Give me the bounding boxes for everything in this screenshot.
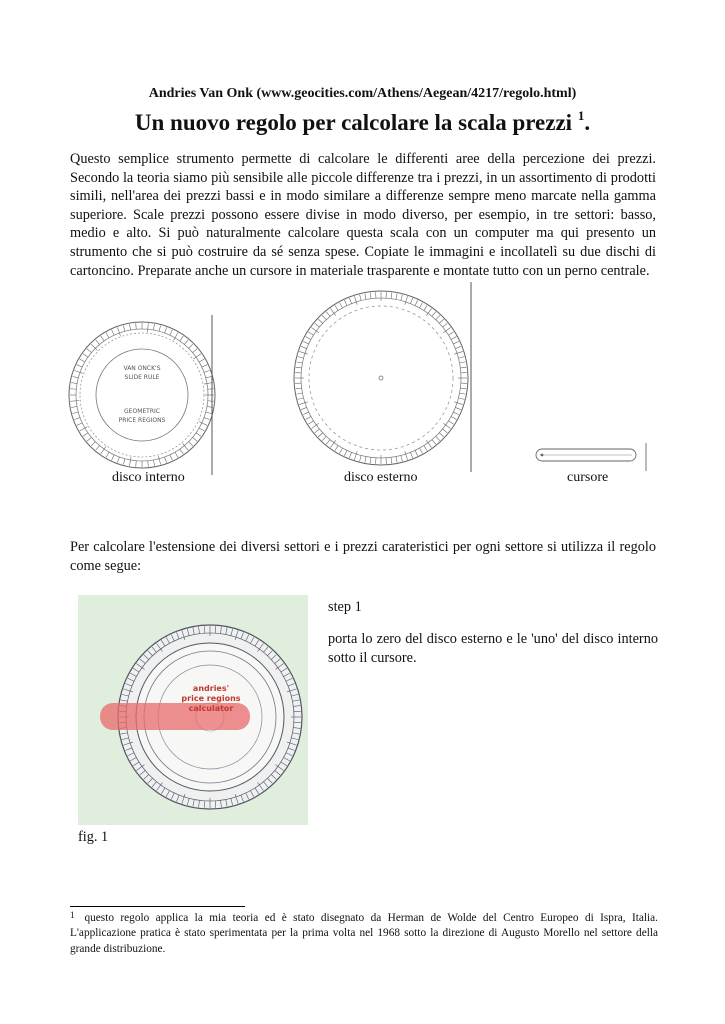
- title-footnote-ref: 1: [577, 108, 585, 123]
- scale-tick: [301, 407, 307, 409]
- scale-tick: [170, 455, 173, 460]
- scale-tick: [101, 447, 106, 454]
- scale-tick: [396, 457, 397, 463]
- scale-tick: [194, 354, 201, 359]
- inner-disc-line4: PRICE REGIONS: [118, 417, 166, 424]
- scale-tick: [458, 357, 464, 358]
- scale-tick: [74, 418, 80, 420]
- scale-tick: [180, 336, 183, 341]
- scale-tick: [443, 423, 450, 428]
- scale-tick: [410, 298, 412, 304]
- title-end: .: [584, 110, 591, 135]
- scale-tick: [70, 389, 76, 390]
- scale-tick: [460, 367, 466, 368]
- step1-label: step 1: [328, 599, 362, 615]
- scale-tick: [101, 336, 104, 341]
- footnote-divider: [70, 906, 245, 907]
- scale-tick: [117, 327, 120, 335]
- scale-tick: [439, 319, 443, 323]
- scale-tick: [335, 305, 338, 310]
- scale-tick: [370, 457, 371, 463]
- scale-tick: [453, 412, 458, 415]
- author-line: Andries Van Onk (www.geocities.com/Athens/Aegean/4217/regolo.html): [148, 86, 577, 101]
- scale-tick: [360, 455, 361, 461]
- scale-tick: [83, 433, 88, 436]
- scale-tick: [415, 300, 418, 305]
- scale-tick: [426, 308, 431, 315]
- outer-disc-image: [288, 282, 478, 472]
- scale-tick: [340, 303, 343, 308]
- scale-tick: [401, 295, 402, 301]
- scale-tick: [436, 315, 440, 319]
- intro-paragraph: Questo semplice strumento permette di calcolare le differenti aree della percezione dei prezzi. Secondo la teoria siamo più sensibile alle piccole differenze tra i prezzi, in un assortimento di prodotti simili, nell'area dei prezzi bassi e in modo similare a differenze sempre meno marcate nella gamma superiore. Scale prezzi possono essere divise in modo diverso, per esempio, in tre settori: basso, medio e alto. Si può naturalmente calcolare questa scala con un computer ma qui presento un strumento che si può costruire da sé senza spese. Copiate le immagini e incollatelì su due dischi di cartoncino. Preparate anche un cursore in materiale trasparente e montate tutto con un perno centrale.: [70, 151, 656, 279]
- scale-tick: [74, 370, 82, 373]
- scale-tick: [117, 457, 119, 463]
- scale-tick: [71, 382, 77, 383]
- scale-tick: [439, 433, 443, 437]
- scale-tick: [153, 460, 154, 466]
- scale-tick: [424, 305, 427, 310]
- scale-tick: [420, 303, 423, 308]
- scale-tick: [306, 417, 311, 420]
- scale-tick: [199, 422, 207, 426]
- scale-tick: [451, 337, 456, 340]
- scale-tick: [112, 330, 115, 335]
- scale-tick: [460, 388, 466, 389]
- scale-tick: [204, 418, 210, 420]
- scale-tick: [308, 332, 313, 335]
- scale-tick: [335, 446, 338, 451]
- scale-tick: [83, 354, 88, 357]
- scale-tick: [311, 327, 318, 332]
- scale-tick: [454, 402, 463, 405]
- scale-tick: [443, 327, 450, 332]
- scale-tick: [71, 406, 77, 407]
- scale-tick: [208, 389, 214, 390]
- scale-tick: [455, 346, 461, 348]
- scale-tick: [96, 446, 100, 451]
- scale-tick: [96, 340, 100, 345]
- scale-tick: [158, 456, 160, 465]
- footnote-text: questo regolo applica la mia teoria ed è stato disegnato da Herman de Wolde del Centro Europeo di Ispra, Italia. L'applicazione pratica è stato sperimentata per la prima volta nel 1968 sotto la direzione di Augusto Morello nel settore della grande distribuzione.: [70, 912, 658, 955]
- scale-tick: [193, 437, 198, 441]
- scale-tick: [129, 324, 130, 330]
- scale-tick: [449, 421, 454, 424]
- scale-tick: [318, 433, 322, 437]
- title-text: Un nuovo regolo per calcolare la scala prezzi: [134, 110, 573, 135]
- scale-tick: [405, 451, 408, 460]
- cursor-caption: cursore: [567, 470, 609, 485]
- scale-tick: [396, 294, 397, 300]
- scale-tick: [72, 376, 78, 378]
- scale-tick: [301, 346, 307, 348]
- scale-tick: [87, 437, 92, 441]
- scale-tick: [449, 332, 454, 335]
- scale-tick: [297, 393, 303, 394]
- page-title: [0, 108, 725, 136]
- footnote: [70, 908, 658, 957]
- inner-disc-line2: SLIDE RULE: [124, 374, 160, 381]
- scale-tick: [315, 429, 320, 433]
- scale-tick: [153, 324, 154, 330]
- fig1-label-3: calculator: [188, 704, 234, 713]
- scale-tick: [165, 457, 167, 463]
- scale-tick: [296, 388, 302, 389]
- scale-tick: [189, 344, 193, 348]
- scale-tick: [165, 327, 167, 333]
- scale-tick: [175, 452, 178, 457]
- scale-tick: [443, 323, 448, 327]
- scale-tick: [106, 452, 109, 457]
- scale-tick: [322, 436, 326, 440]
- scale-tick: [87, 349, 92, 353]
- scale-tick: [77, 365, 82, 368]
- scale-tick: [298, 357, 304, 358]
- scale-tick: [330, 440, 335, 447]
- scale-tick: [365, 294, 366, 300]
- scale-tick: [311, 423, 318, 428]
- scale-tick: [70, 400, 79, 401]
- fig1-label-1: andries': [192, 684, 230, 693]
- scale-tick: [303, 341, 308, 344]
- scale-tick: [340, 448, 343, 453]
- scale-tick: [72, 412, 78, 414]
- scale-tick: [370, 293, 371, 299]
- scale-tick: [106, 333, 109, 338]
- scale-tick: [136, 461, 137, 467]
- scale-tick: [344, 300, 347, 305]
- fig1-caption: fig. 1: [78, 829, 109, 845]
- scale-tick: [354, 296, 357, 305]
- scale-tick: [112, 455, 115, 460]
- inner-disc-line1: VAN ONCK'S: [123, 365, 161, 372]
- inner-disc-image: [62, 315, 222, 475]
- scale-tick: [91, 442, 95, 446]
- scale-tick: [410, 452, 412, 458]
- scale-tick: [204, 370, 210, 372]
- scale-tick: [405, 296, 408, 305]
- scale-tick: [208, 401, 214, 402]
- scale-tick: [365, 457, 366, 463]
- scale-tick: [147, 323, 148, 332]
- usage-paragraph: Per calcolare l'estensione dei diversi settori e i prezzi carateristici per ogni settore si utilizza il regolo come segue:: [70, 539, 656, 574]
- scale-tick: [391, 293, 392, 299]
- scale-tick: [322, 315, 326, 319]
- scale-tick: [193, 349, 198, 353]
- scale-tick: [306, 337, 311, 340]
- scale-tick: [308, 421, 313, 424]
- fig1-label-2: price regions: [181, 694, 241, 703]
- scale-tick: [420, 448, 423, 453]
- scale-tick: [451, 417, 456, 420]
- scale-tick: [460, 393, 466, 394]
- scale-tick: [80, 359, 85, 362]
- scale-tick: [326, 440, 330, 445]
- scale-tick: [298, 398, 304, 399]
- scale-tick: [297, 362, 303, 363]
- scale-tick: [202, 365, 207, 368]
- scale-tick: [77, 423, 82, 426]
- footnote-mark: 1: [70, 910, 75, 920]
- scale-tick: [199, 428, 204, 431]
- scale-tick: [299, 402, 308, 405]
- scale-tick: [453, 341, 458, 344]
- scale-tick: [299, 351, 308, 354]
- scale-tick: [432, 440, 436, 445]
- step1-text: porta lo zero del disco esterno e le 'uno' del disco interno sotto il cursore.: [328, 631, 658, 666]
- scale-tick: [303, 412, 308, 415]
- scale-tick: [129, 457, 131, 466]
- scale-tick: [123, 459, 125, 465]
- scale-tick: [344, 450, 347, 455]
- scale-tick: [360, 295, 361, 301]
- scale-tick: [123, 325, 125, 331]
- scale-tick: [206, 376, 212, 378]
- scale-tick: [326, 312, 330, 317]
- inner-disc-caption: disco interno: [112, 470, 185, 485]
- scale-tick: [401, 455, 402, 461]
- scale-tick: [424, 446, 427, 451]
- scale-tick: [415, 450, 418, 455]
- scale-tick: [436, 436, 440, 440]
- scale-tick: [443, 429, 448, 433]
- scale-tick: [426, 440, 431, 447]
- scale-tick: [296, 367, 302, 368]
- scale-tick: [455, 407, 461, 409]
- scale-tick: [189, 442, 193, 446]
- scale-tick: [315, 323, 320, 327]
- fig1-photo: [78, 595, 308, 825]
- scale-tick: [460, 362, 466, 363]
- scale-tick: [136, 323, 137, 329]
- scale-tick: [199, 359, 204, 362]
- inner-disc-line3: GEOMETRIC: [124, 408, 160, 415]
- scale-tick: [432, 312, 436, 317]
- scale-tick: [330, 308, 335, 315]
- scale-tick: [159, 325, 161, 331]
- scale-tick: [206, 412, 212, 414]
- scale-tick: [349, 298, 351, 304]
- scale-tick: [148, 461, 149, 467]
- scale-tick: [454, 351, 463, 354]
- cursor-image: [532, 443, 652, 471]
- scale-tick: [180, 449, 183, 454]
- scale-tick: [354, 451, 357, 460]
- scale-tick: [318, 319, 322, 323]
- scale-tick: [458, 398, 464, 399]
- outer-disc-caption: disco esterno: [344, 470, 418, 485]
- scale-tick: [170, 330, 173, 335]
- scale-tick: [184, 340, 188, 345]
- scale-tick: [196, 433, 201, 436]
- scale-tick: [391, 457, 392, 463]
- scale-tick: [349, 452, 351, 458]
